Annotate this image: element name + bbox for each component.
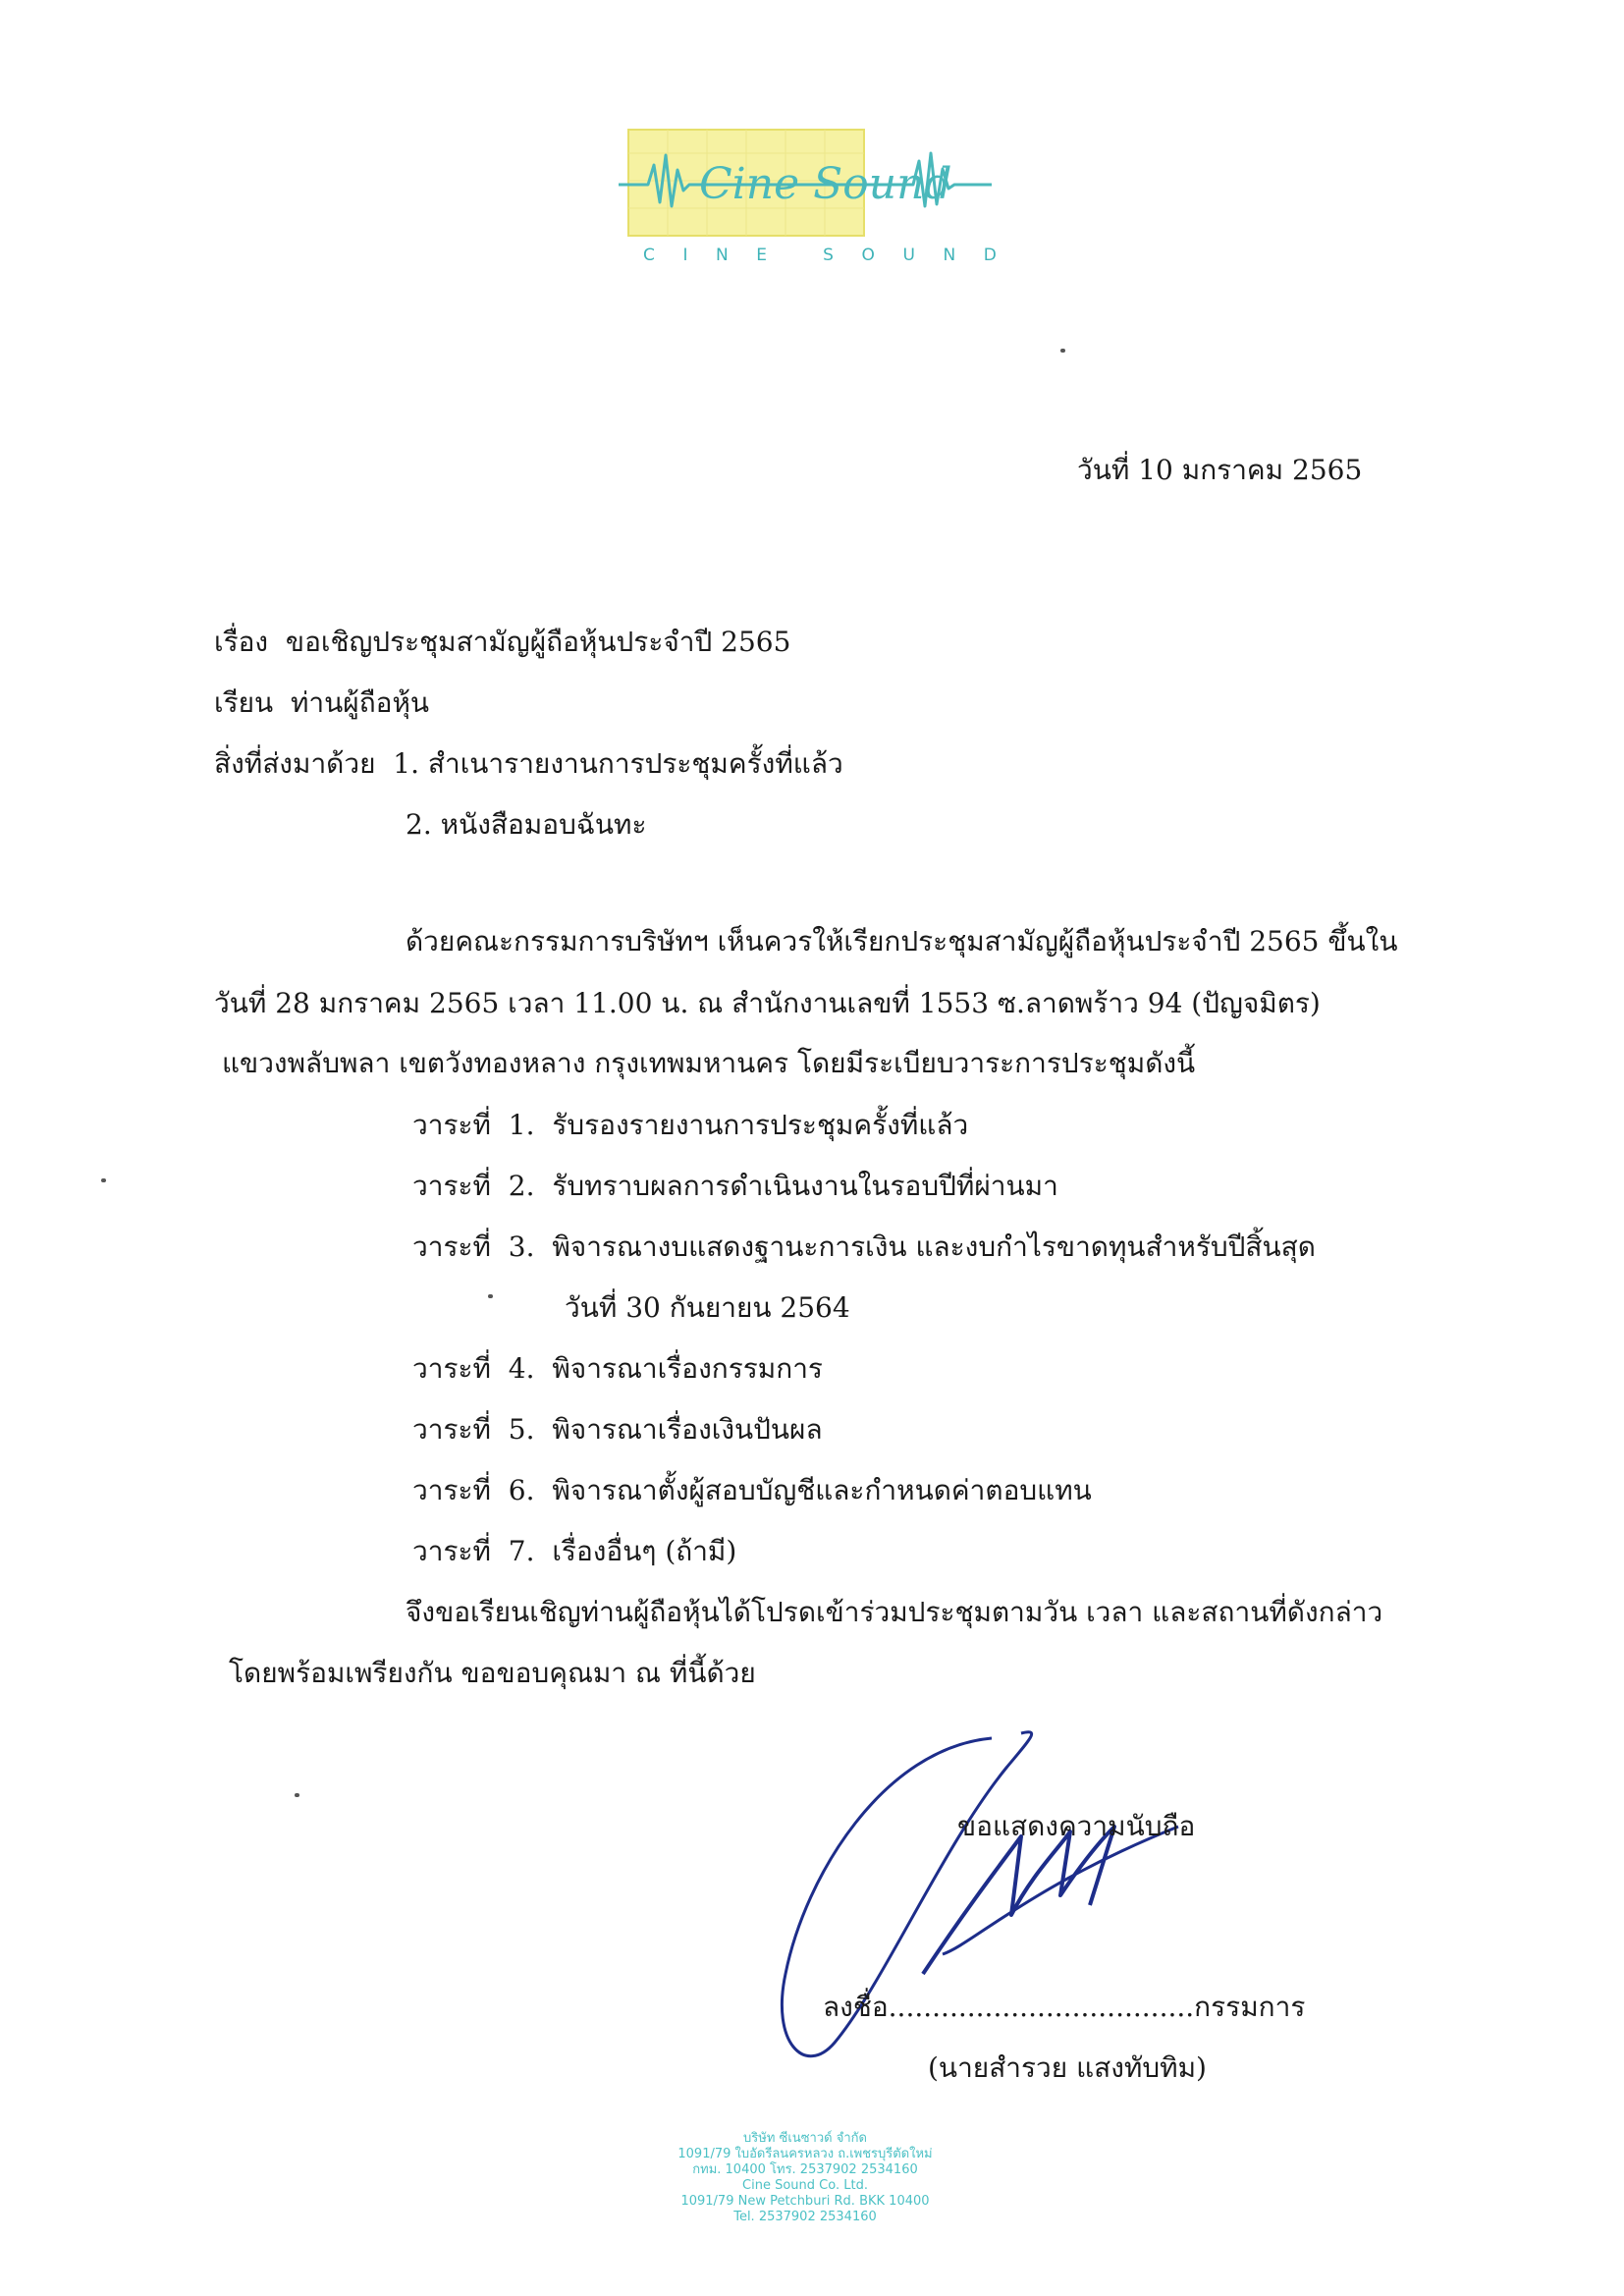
footer-line: กทม. 10400 โทร. 2537902 2534160 <box>692 2162 918 2177</box>
agenda-item-6: วาระที่ 6. พิจารณาตั้งผู้สอบบัญชีและกำหนดค่าตอบแทน <box>412 1474 1092 1506</box>
logo-subtitle-letter: N <box>716 246 729 265</box>
signature-line <box>823 1991 1306 2023</box>
closing-line-1: จึงขอเรียนเชิญท่านผู้ถือหุ้นได้โปรดเข้าร่วมประชุมตามวัน เวลา และสถานที่ดังกล่าว <box>406 1596 1383 1628</box>
agenda-item-5: วาระที่ 5. พิจารณาเรื่องเงินปันผล <box>412 1413 823 1446</box>
signer-position: กรรมการ <box>1194 1991 1306 2023</box>
subject-label: เรื่อง <box>214 626 269 658</box>
footer-line: Tel. 2537902 2534160 <box>733 2210 877 2224</box>
company-footer <box>628 2131 982 2225</box>
logo-subtitle-letter: S <box>823 246 834 265</box>
scan-speck <box>1060 349 1065 353</box>
cine-sound-logo <box>619 126 992 242</box>
recipient-label: เรียน <box>214 686 274 719</box>
sign-label: ลงชื่อ <box>823 1991 889 2023</box>
body-line-1: ด้วยคณะกรรมการบริษัทฯ เห็นควรให้เรียกประชุมสามัญผู้ถือหุ้นประจำปี 2565 ขึ้นใน <box>406 925 1398 957</box>
logo-subtitle-letter: E <box>756 246 768 265</box>
scan-speck <box>488 1294 493 1298</box>
agenda-item-7: วาระที่ 7. เรื่องอื่นๆ (ถ้ามี) <box>412 1535 737 1567</box>
respect-closing: ขอแสดงความนับถือ <box>957 1810 1196 1842</box>
agenda-item-1: วาระที่ 1. รับรองรายงานการประชุมครั้งที่แล้ว <box>412 1109 969 1141</box>
enclosures-line <box>214 747 843 780</box>
agenda-item-3-continuation: วันที่ 30 กันยายน 2564 <box>565 1291 850 1324</box>
subject-text: ขอเชิญประชุมสามัญผู้ถือหุ้นประจำปี 2565 <box>285 626 791 658</box>
logo-subtitle <box>643 246 997 265</box>
agenda-item-3: วาระที่ 3. พิจารณางบแสดงฐานะการเงิน และงบกำไรขาดทุนสำหรับปีสิ้นสุด <box>412 1230 1316 1263</box>
subject-line <box>214 626 791 658</box>
logo-subtitle-letter: O <box>861 246 875 265</box>
enclosure-item: 2. หนังสือมอบฉันทะ <box>406 808 647 841</box>
recipient-line <box>214 686 430 719</box>
signature-scribble <box>746 1719 1218 2092</box>
agenda-item-2: วาระที่ 2. รับทราบผลการดำเนินงานในรอบปีที่ผ่านมา <box>412 1170 1058 1202</box>
body-line-2: วันที่ 28 มกราคม 2565 เวลา 11.00 น. ณ สำนักงานเลขที่ 1553 ซ.ลาดพร้าว 94 (ปัญจมิตร) <box>214 987 1321 1019</box>
signer-name: (นายสำรวย แสงทับทิม) <box>928 2051 1207 2084</box>
footer-line: บริษัท ซีเนซาวด์ จำกัด <box>743 2131 867 2146</box>
letter-date: วันที่ 10 มกราคม 2565 <box>1077 454 1363 486</box>
enclosure-item: 1. สำเนารายงานการประชุมครั้งที่แล้ว <box>393 747 843 780</box>
scan-speck <box>295 1793 299 1797</box>
footer-line: 1091/79 New Petchburi Rd. BKK 10400 <box>680 2194 930 2209</box>
logo-subtitle-letter: U <box>902 246 915 265</box>
agenda-item-4: วาระที่ 4. พิจารณาเรื่องกรรมการ <box>412 1352 823 1385</box>
logo-wordmark: Cine Sound <box>699 159 952 209</box>
footer-line: 1091/79 ใบอัดรีลนครหลวง ถ.เพชรบุรีตัดใหม่ <box>677 2147 933 2161</box>
footer-line: Cine Sound Co. Ltd. <box>742 2178 868 2193</box>
enclosures-label: สิ่งที่ส่งมาด้วย <box>214 747 376 780</box>
logo-subtitle-letter: N <box>943 246 956 265</box>
logo-subtitle-letter: I <box>682 246 688 265</box>
recipient-text: ท่านผู้ถือหุ้น <box>290 686 430 719</box>
scan-speck <box>101 1178 106 1182</box>
body-line-3: แขวงพลับพลา เขตวังทองหลาง กรุงเทพมหานคร โดยมีระเบียบวาระการประชุมดังนี้ <box>222 1047 1196 1079</box>
logo-subtitle-letter: D <box>983 246 997 265</box>
closing-line-2: โดยพร้อมเพรียงกัน ขอขอบคุณมา ณ ที่นี้ด้วย <box>229 1657 756 1689</box>
signature-dots: ................................... <box>888 1991 1195 2023</box>
logo-subtitle-letter: C <box>643 246 655 265</box>
